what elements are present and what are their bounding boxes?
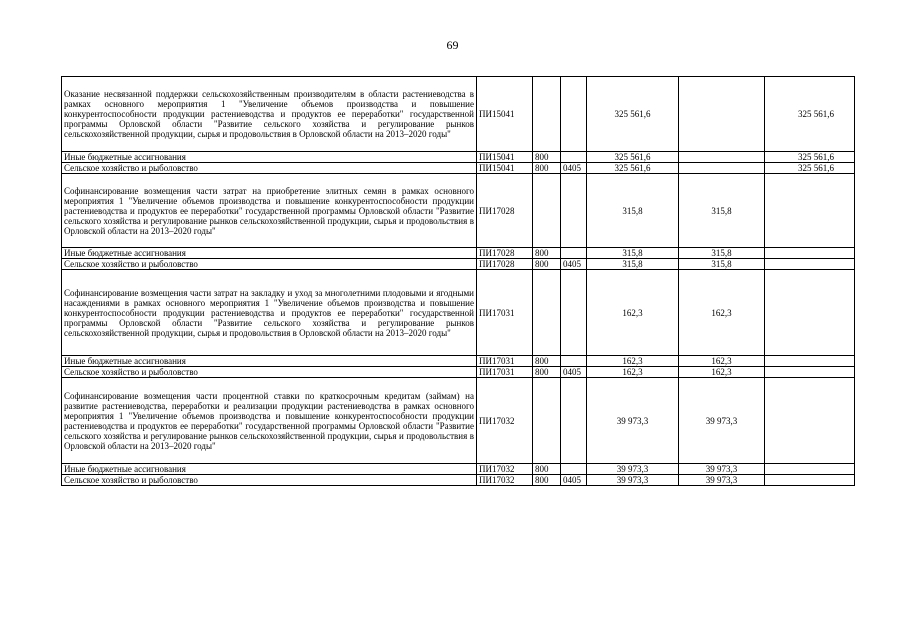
target-article-code: ПИ17032 [477, 464, 533, 475]
target-article-code: ПИ17028 [477, 174, 533, 248]
section-code [561, 464, 587, 475]
expense-type-code: 800 [533, 163, 561, 174]
regional-amount [765, 378, 855, 464]
regional-amount [765, 270, 855, 356]
row-description: Софинансирование возмещения части процентной ставки по краткосрочным кредитам (займам) на развитие растениеводства, переработки и реализации продукции растениеводства в рамках основного мероприятия 1 "Увеличение объемов производства и повышение конкурентоспособности продукции растениеводства и продуктов ее переработки" государственной программы Орловской области "Развитие сельского хозяйства и регулирование рынков сельскохозяйственной продукции, сырья и продовольствия в Орловской области на 2013–2020 годы" [62, 378, 477, 464]
table-row [62, 464, 855, 475]
regional-amount [765, 475, 855, 486]
section-code: 0405 [561, 259, 587, 270]
expense-type-code: 800 [533, 464, 561, 475]
table-row [62, 356, 855, 367]
target-article-code: ПИ17028 [477, 259, 533, 270]
regional-amount [765, 356, 855, 367]
target-article-code: ПИ17028 [477, 248, 533, 259]
regional-amount [765, 259, 855, 270]
table-row [62, 270, 855, 356]
federal-amount: 39 973,3 [679, 464, 765, 475]
section-code: 0405 [561, 163, 587, 174]
section-code [561, 356, 587, 367]
federal-amount [679, 152, 765, 163]
table-row [62, 378, 855, 464]
budget-table [61, 76, 855, 486]
target-article-code: ПИ17032 [477, 378, 533, 464]
section-code [561, 77, 587, 152]
expense-type-code [533, 77, 561, 152]
regional-amount [765, 174, 855, 248]
table-row [62, 367, 855, 378]
regional-amount [765, 464, 855, 475]
section-code [561, 248, 587, 259]
row-description: Софинансирование возмещения части затрат на приобретение элитных семян в рамках основного мероприятия 1 "Увеличение объемов производства и повышение конкурентоспособности продукции растениеводства и продуктов ее переработки" государственной программы Орловской области "Развитие сельского хозяйства и регулирование рынков сельскохозяйственной продукции, сырья и продовольствия в Орловской области на 2013–2020 годы" [62, 174, 477, 248]
regional-amount [765, 248, 855, 259]
section-code: 0405 [561, 367, 587, 378]
target-article-code: ПИ17031 [477, 356, 533, 367]
total-amount: 162,3 [587, 367, 679, 378]
target-article-code: ПИ17031 [477, 367, 533, 378]
table-row [62, 248, 855, 259]
target-article-code: ПИ15041 [477, 152, 533, 163]
expense-type-code: 800 [533, 367, 561, 378]
row-description: Сельское хозяйство и рыболовство [62, 163, 477, 174]
table-row [62, 475, 855, 486]
regional-amount: 325 561,6 [765, 152, 855, 163]
row-description: Сельское хозяйство и рыболовство [62, 367, 477, 378]
federal-amount: 162,3 [679, 356, 765, 367]
regional-amount: 325 561,6 [765, 163, 855, 174]
page-number: 69 [446, 38, 459, 52]
total-amount: 39 973,3 [587, 475, 679, 486]
expense-type-code [533, 174, 561, 248]
section-code [561, 270, 587, 356]
row-description: Иные бюджетные ассигнования [62, 152, 477, 163]
federal-amount: 39 973,3 [679, 378, 765, 464]
total-amount: 325 561,6 [587, 152, 679, 163]
federal-amount: 162,3 [679, 367, 765, 378]
expense-type-code: 800 [533, 152, 561, 163]
expense-type-code: 800 [533, 259, 561, 270]
row-description: Оказание несвязанной поддержки сельскохозяйственным производителям в области растениеводства в рамках основного мероприятия 1 "Увеличение объемов производства и повышение конкурентоспособности продукции растениеводства и продуктов ее переработки" государственной программы Орловской области "Развитие сельского хозяйства и регулирование рынков сельскохозяйственной продукции, сырья и продовольствия в Орловской области на 2013–2020 годы" [62, 77, 477, 152]
row-description: Иные бюджетные ассигнования [62, 248, 477, 259]
table-row [62, 77, 855, 152]
regional-amount [765, 367, 855, 378]
row-description: Сельское хозяйство и рыболовство [62, 259, 477, 270]
federal-amount [679, 163, 765, 174]
federal-amount: 39 973,3 [679, 475, 765, 486]
total-amount: 162,3 [587, 356, 679, 367]
total-amount: 315,8 [587, 259, 679, 270]
expense-type-code: 800 [533, 356, 561, 367]
federal-amount: 162,3 [679, 270, 765, 356]
row-description: Иные бюджетные ассигнования [62, 464, 477, 475]
total-amount: 39 973,3 [587, 464, 679, 475]
table-row [62, 163, 855, 174]
expense-type-code: 800 [533, 248, 561, 259]
expense-type-code [533, 270, 561, 356]
budget-table-body [62, 77, 855, 486]
table-row [62, 174, 855, 248]
table-row [62, 259, 855, 270]
federal-amount: 315,8 [679, 248, 765, 259]
regional-amount: 325 561,6 [765, 77, 855, 152]
section-code [561, 378, 587, 464]
section-code [561, 174, 587, 248]
total-amount: 315,8 [587, 174, 679, 248]
total-amount: 325 561,6 [587, 77, 679, 152]
target-article-code: ПИ15041 [477, 77, 533, 152]
federal-amount: 315,8 [679, 174, 765, 248]
target-article-code: ПИ17032 [477, 475, 533, 486]
row-description: Сельское хозяйство и рыболовство [62, 475, 477, 486]
expense-type-code: 800 [533, 475, 561, 486]
total-amount: 162,3 [587, 270, 679, 356]
expense-type-code [533, 378, 561, 464]
total-amount: 39 973,3 [587, 378, 679, 464]
total-amount: 325 561,6 [587, 163, 679, 174]
section-code: 0405 [561, 475, 587, 486]
table-row [62, 152, 855, 163]
federal-amount: 315,8 [679, 259, 765, 270]
row-description: Софинансирование возмещения части затрат на закладку и уход за многолетними плодовыми и ягодными насаждениями в рамках основного мероприятия 1 "Увеличение объемов производства и повышение конкурентоспособности продукции растениеводства и продуктов ее переработки" государственной программы Орловской области "Развитие сельского хозяйства и регулирование рынков сельскохозяйственной продукции, сырья и продовольствия в Орловской области на 2013–2020 годы" [62, 270, 477, 356]
row-description: Иные бюджетные ассигнования [62, 356, 477, 367]
target-article-code: ПИ15041 [477, 163, 533, 174]
target-article-code: ПИ17031 [477, 270, 533, 356]
total-amount: 315,8 [587, 248, 679, 259]
section-code [561, 152, 587, 163]
federal-amount [679, 77, 765, 152]
